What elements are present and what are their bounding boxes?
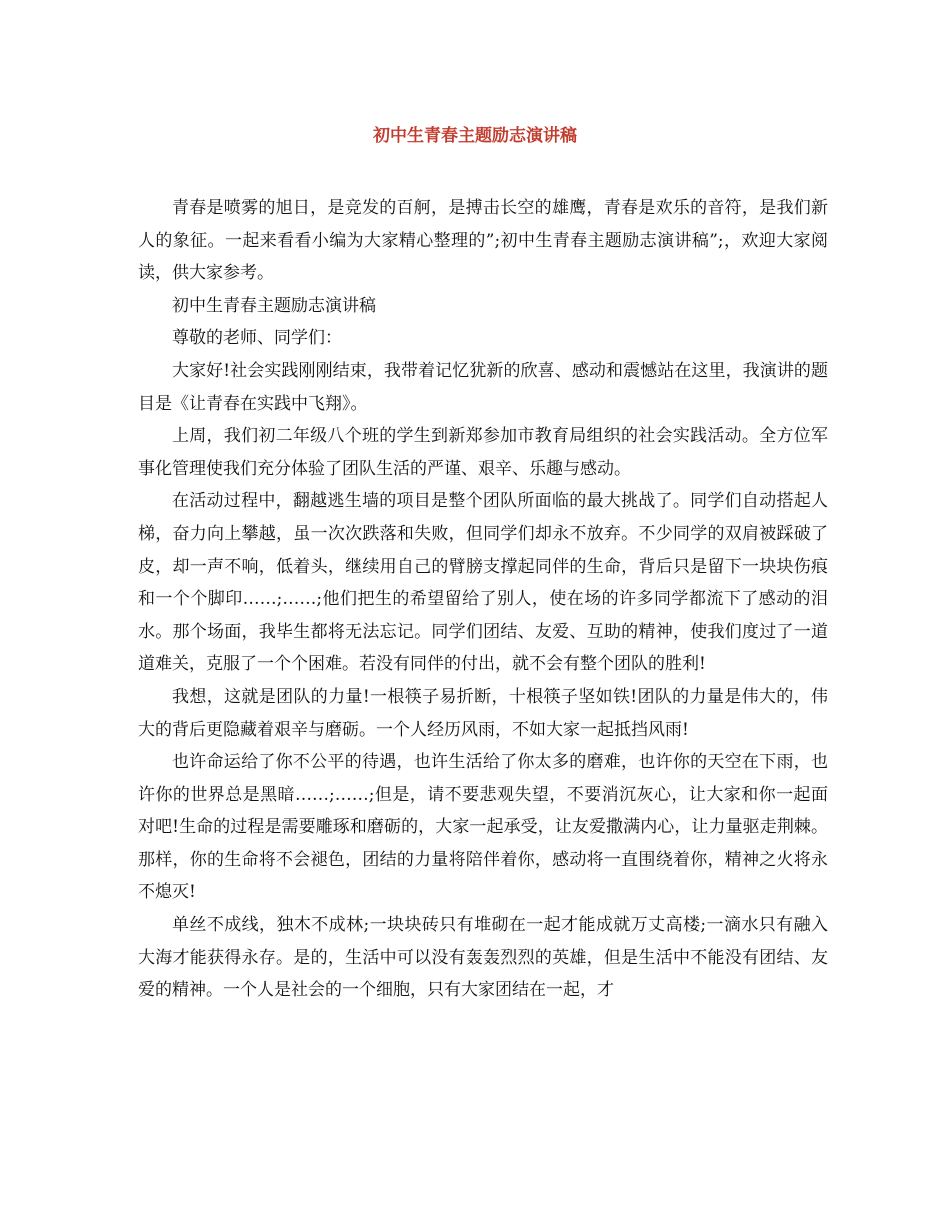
paragraph-encouragement: 也许命运给了你不公平的待遇，也许生活给了你太多的磨难，也许你的天空在下雨，也许你的世界总是黑暗……;……;但是，请不要悲观失望，不要消沉灰心，让大家和你一起面对吧!生命的过程是需要雕琢和磨砺的，大家一起承受，让友爱撒满内心，让力量驱走荆棘。那样，你的生命将不会褪色，团结的力量将陪伴着你，感动将一直围绕着你，精神之火将永不熄灭! bbox=[138, 752, 828, 903]
paragraph-last-week: 上周，我们初二年级八个班的学生到新郑参加市教育局组织的社会实践活动。全方位军事化管理使我们充分体验了团队生活的严谨、艰辛、乐趣与感动。 bbox=[138, 426, 828, 479]
document-title: 初中生青春主题励志演讲稿 bbox=[373, 126, 577, 146]
paragraph-salutation: 尊敬的老师、同学们： bbox=[172, 328, 342, 349]
document-body bbox=[138, 192, 828, 1007]
paragraph-unity: 单丝不成线，独木不成林;一块块砖只有堆砌在一起才能成就万丈高楼;一滴水只有融入大海才能获得永存。是的，生活中可以没有轰轰烈烈的英雄，但是生活中不能没有团结、友爱的精神。一个人是社会的一个细胞，只有大家团结在一起，才 bbox=[138, 915, 828, 1001]
paragraph-opening: 大家好!社会实践刚刚结束，我带着记忆犹新的欣喜、感动和震憾站在这里，我演讲的题目是《让青春在实践中飞翔》。 bbox=[138, 360, 828, 414]
paragraph-team-power: 我想，这就是团队的力量!一根筷子易折断，十根筷子坚如铁!团队的力量是伟大的，伟大的背后更隐藏着艰辛与磨砺。一个人经历风雨，不如大家一起抵挡风雨! bbox=[138, 686, 828, 740]
paragraph-activity: 在活动过程中，翻越逃生墙的项目是整个团队所面临的最大挑战了。同学们自动搭起人梯，奋力向上攀越，虽一次次跌落和失败，但同学们却永不放弃。不少同学的双肩被踩破了皮，却一声不响，低着头，继续用自己的臂膀支撑起同伴的生命，背后只是留下一块块伤痕和一个个脚印……;……;他们把生的希望留给了别人，使在场的许多同学都流下了感动的泪水。那个场面，我毕生都将无法忘记。同学们团结、友爱、互助的精神，使我们度过了一道道难关，克服了一个个困难。若没有同伴的付出，就不会有整个团队的胜利! bbox=[138, 491, 828, 675]
paragraph-intro: 青春是喷雾的旭日，是竞发的百舸，是搏击长空的雄鹰，青春是欢乐的音符，是我们新人的象征。一起来看看小编为大家精心整理的”;初中生青春主题励志演讲稿”;，欢迎大家阅读，供大家参考。 bbox=[138, 198, 828, 284]
paragraph-subtitle: 初中生青春主题励志演讲稿 bbox=[172, 295, 376, 316]
